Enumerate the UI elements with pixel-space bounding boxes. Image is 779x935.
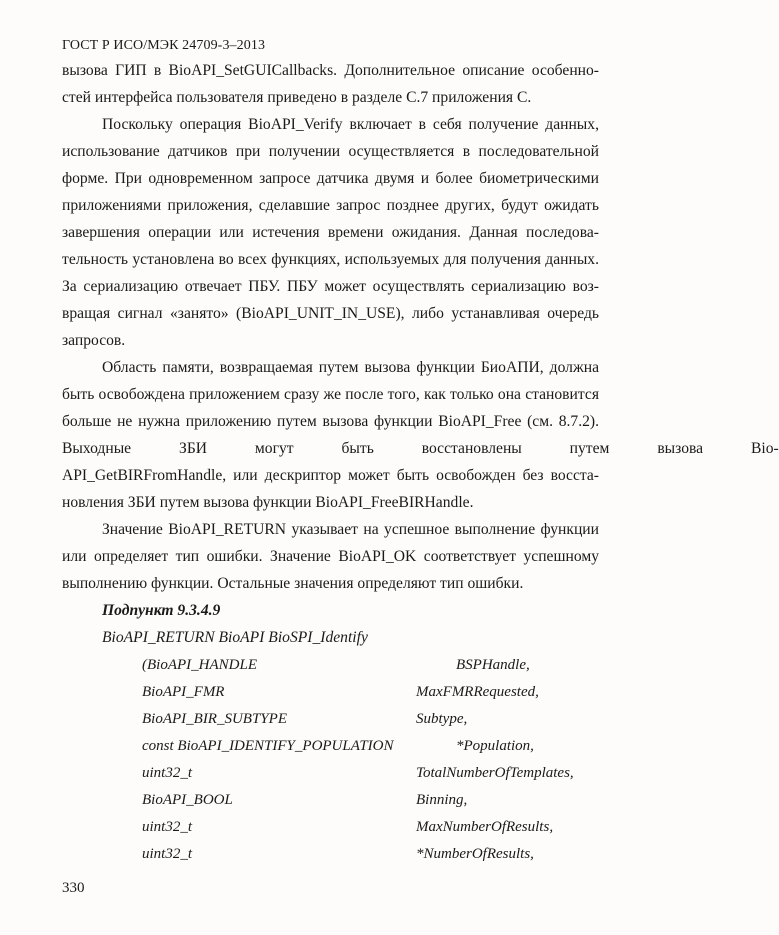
param-name: Binning, (416, 792, 468, 808)
param-name: *NumberOfResults, (416, 846, 534, 862)
body-line: вызова ГИП в BioAPI_SetGUICallbacks. Дополнительное описание особенно- (62, 62, 599, 79)
body-line: использование датчиков при получении осуществляется в последовательной (62, 143, 599, 160)
param-type: (BioAPI_HANDLE (142, 657, 257, 673)
body-line: За сериализацию отвечает ПБУ. ПБУ может осуществлять сериализацию воз- (62, 278, 599, 295)
body-line: вращая сигнал «занято» (BioAPI_UNIT_IN_USE), либо устанавливая очередь (62, 305, 599, 322)
body-line: стей интерфейса пользователя приведено в разделе С.7 приложения С. (62, 89, 532, 106)
param-name: TotalNumberOfTemplates, (416, 765, 574, 781)
body-line: выполнению функции. Остальные значения определяют тип ошибки. (62, 575, 524, 592)
param-name: *Population, (456, 738, 534, 754)
body-line: новления ЗБИ путем вызова функции BioAPI_FreeBIRHandle. (62, 494, 474, 511)
param-type: uint32_t (142, 819, 193, 835)
param-type: BioAPI_FMR (142, 684, 225, 700)
param-type: BioAPI_BOOL (142, 792, 233, 808)
body-line: запросов. (62, 332, 126, 349)
param-type: BioAPI_BIR_SUBTYPE (142, 711, 287, 727)
body-line: завершения операции или истечения времени ожидания. Данная последова- (62, 224, 599, 241)
param-name: MaxNumberOfResults, (416, 819, 554, 835)
body-line: Область памяти, возвращаемая путем вызова функции БиоАПИ, должна (102, 359, 599, 376)
param-name: Subtype, (416, 711, 468, 727)
param-name: MaxFMRRequested, (416, 684, 539, 700)
subsection-heading: Подпункт 9.3.4.9 (102, 602, 221, 619)
body-line: приложениями приложения, сделавшие запрос позднее других, будут ожидать (62, 197, 599, 214)
body-line: Значение BioAPI_RETURN указывает на успешное выполнение функции (102, 521, 599, 538)
param-type: uint32_t (142, 765, 193, 781)
param-type: const BioAPI_IDENTIFY_POPULATION (142, 738, 394, 754)
body-line: больше не нужна приложению путем вызова функции BioAPI_Free (см. 8.7.2). (62, 413, 599, 430)
param-type: uint32_t (142, 846, 193, 862)
param-name: BSPHandle, (456, 657, 530, 673)
function-prototype: BioAPI_RETURN BioAPI BioSPI_Identify (102, 629, 368, 646)
body-line: форме. При одновременном запросе датчика двумя и более биометрическими (62, 170, 599, 187)
body-line: тельность установлена во всех функциях, используемых для получения данных. (62, 251, 599, 268)
body-line: Поскольку операция BioAPI_Verify включает в себя получение данных, (102, 116, 599, 133)
body-line: быть освобождена приложением сразу же после того, как только она становится (62, 386, 599, 403)
body-line: или определяет тип ошибки. Значение BioAPI_OK соответствует успешному (62, 548, 599, 565)
page-number: 330 (62, 880, 85, 896)
body-line: API_GetBIRFromHandle, или дескриптор может быть освобожден без восста- (62, 467, 599, 484)
body-line: Выходные ЗБИ могут быть восстановлены путем вызова Bio- (62, 440, 779, 457)
page-header: ГОСТ Р ИСО/МЭК 24709-3–2013 (62, 38, 266, 53)
